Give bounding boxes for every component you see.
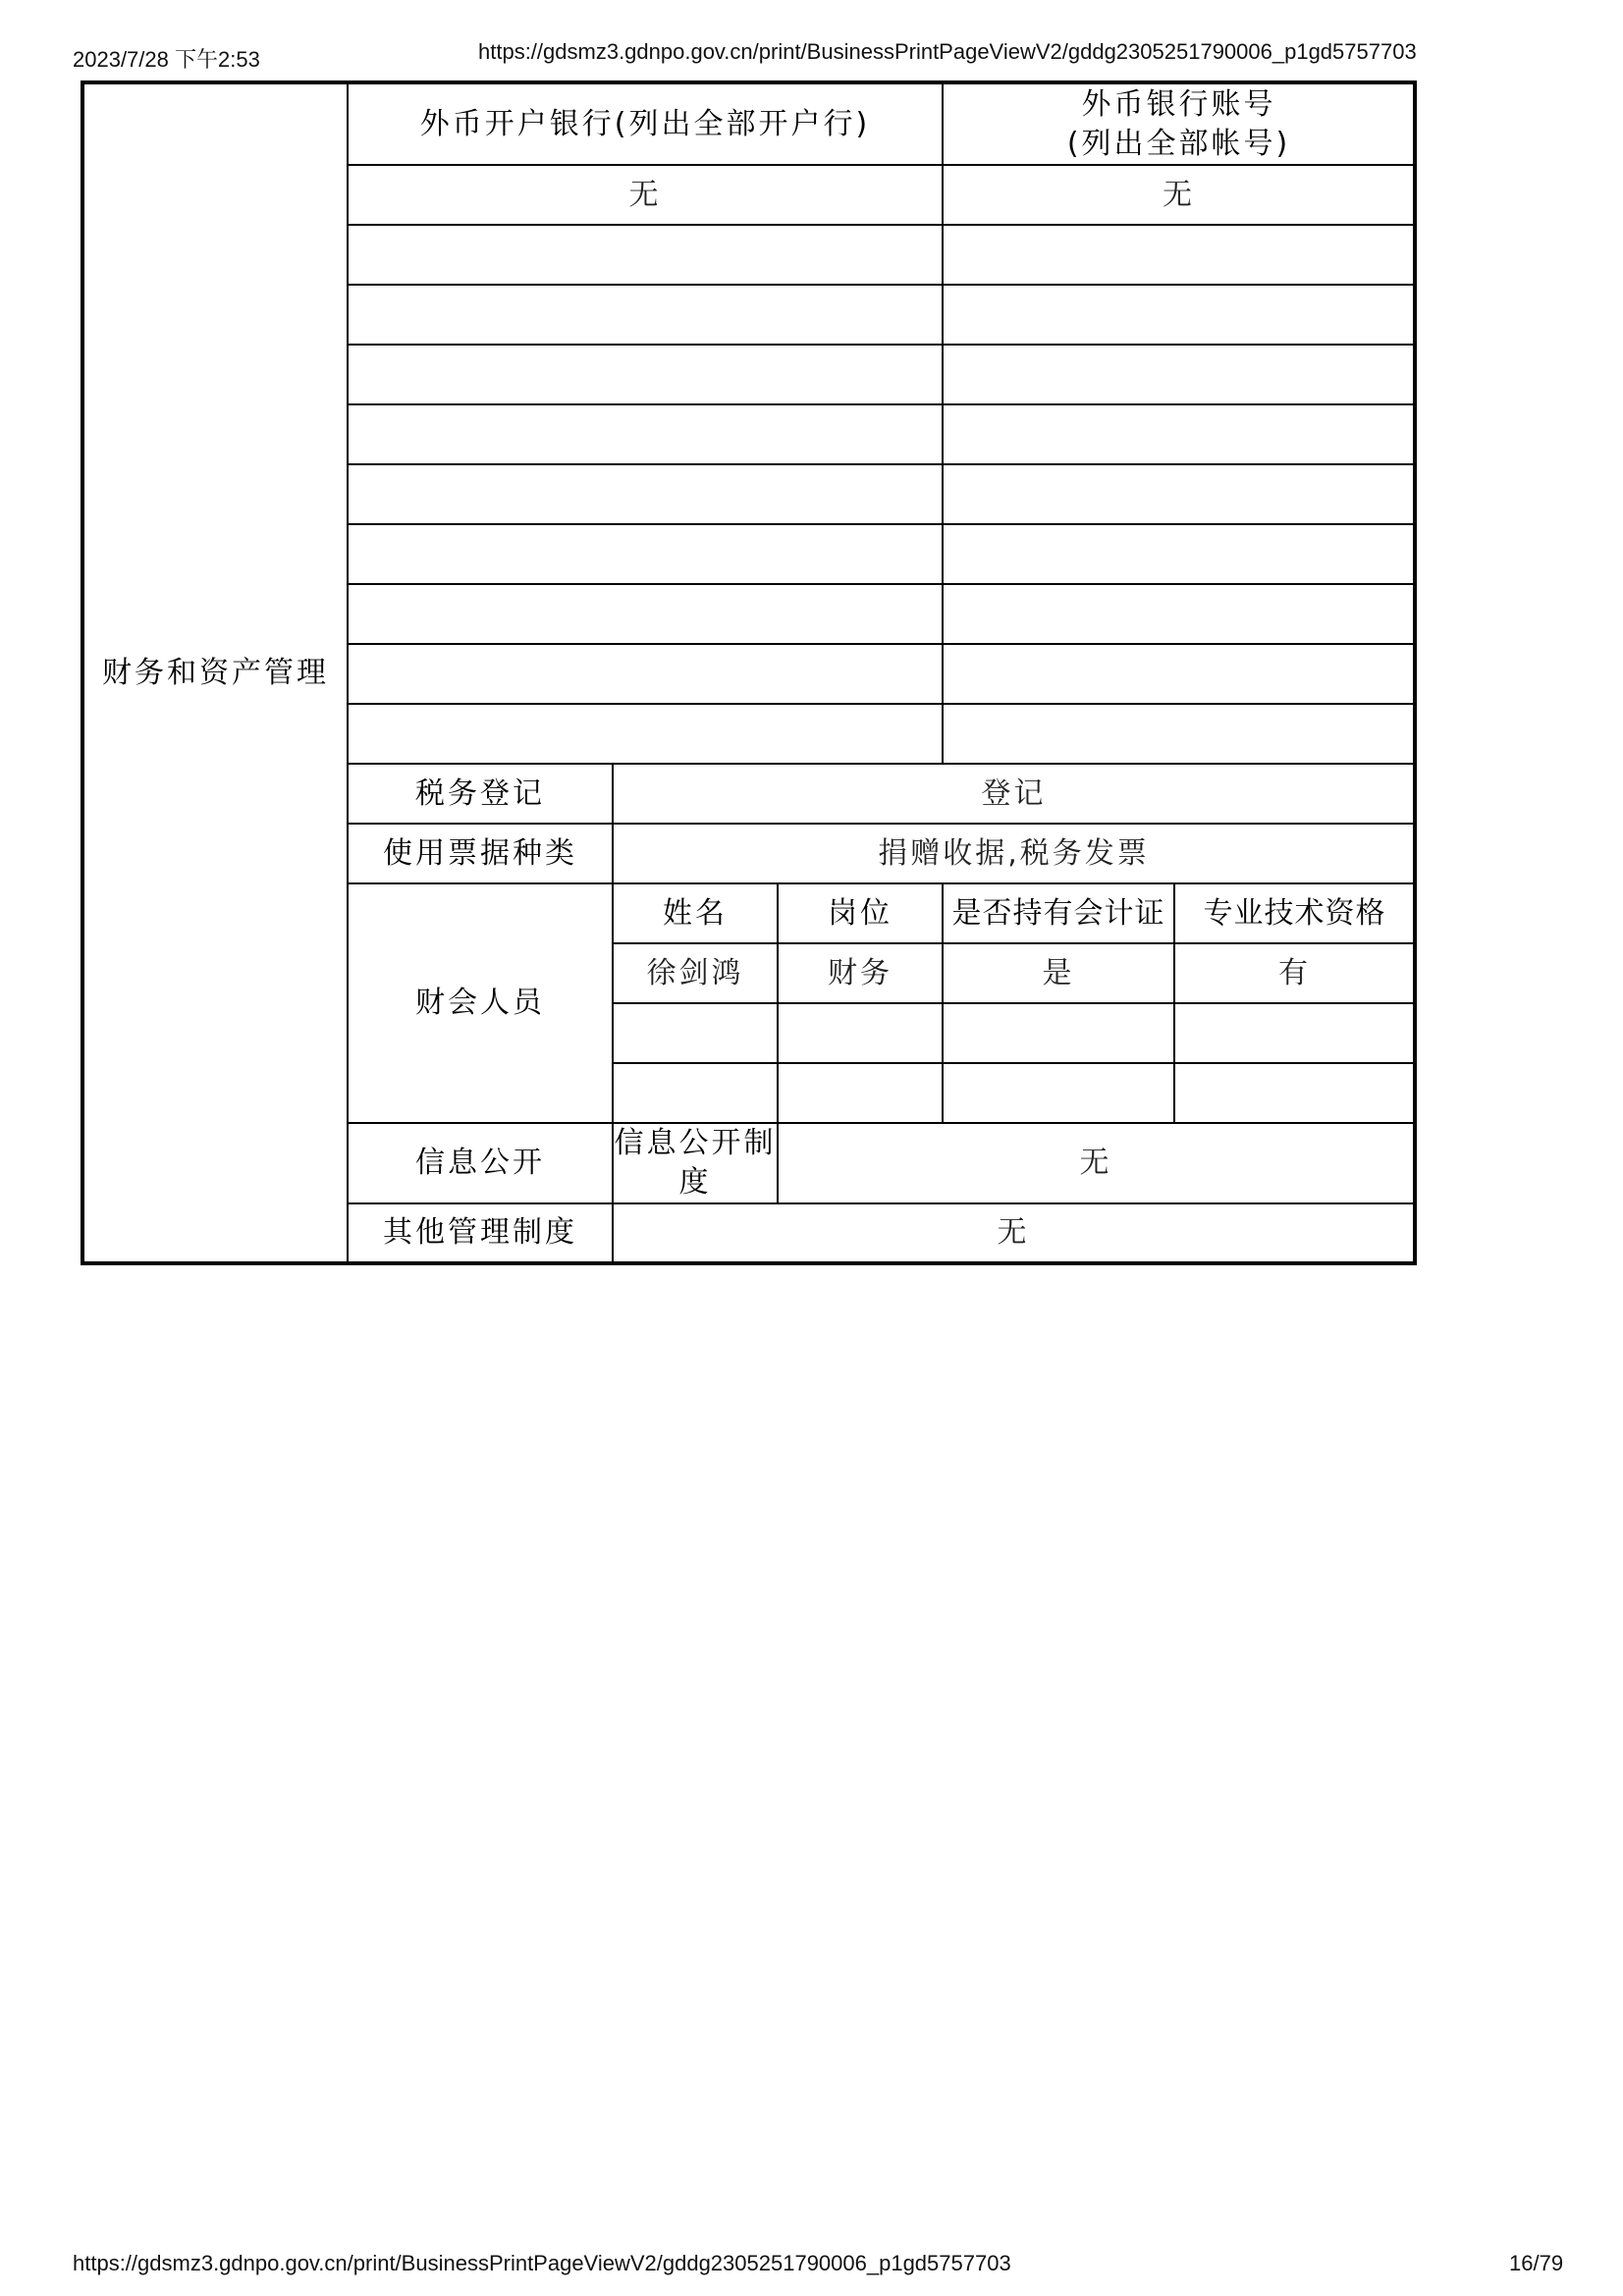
foreign-account-cell [943, 225, 1415, 285]
foreign-account-cell [943, 464, 1415, 524]
section-label-disclosure: 信息公开 [348, 1123, 613, 1203]
staff-qualification [1174, 1003, 1415, 1063]
foreign-bank-cell [348, 285, 943, 345]
staff-certificate [943, 1063, 1174, 1123]
staff-header-certificate: 是否持有会计证 [943, 883, 1174, 943]
staff-certificate: 是 [943, 943, 1174, 1003]
foreign-bank-cell [348, 225, 943, 285]
foreign-account-header-line2: (列出全部帐号) [1066, 126, 1291, 161]
staff-name [613, 1063, 778, 1123]
staff-post: 财务 [778, 943, 943, 1003]
foreign-account-cell [943, 345, 1415, 404]
print-footer-url: https://gdsmz3.gdnpo.gov.cn/print/BusinessPrintPageViewV2/gddg2305251790006_p1gd5757703 [73, 2251, 1011, 2275]
staff-header-post: 岗位 [778, 883, 943, 943]
disclosure-policy-label: 信息公开制度 [613, 1123, 778, 1203]
foreign-bank-cell [348, 644, 943, 704]
page-number: 16/79 [1509, 2251, 1564, 2275]
foreign-bank-header-row [82, 82, 1415, 165]
staff-post [778, 1003, 943, 1063]
foreign-account-cell [943, 704, 1415, 764]
foreign-account-cell: 无 [943, 165, 1415, 225]
staff-header-name: 姓名 [613, 883, 778, 943]
staff-post [778, 1063, 943, 1123]
foreign-bank-cell [348, 584, 943, 644]
staff-certificate [943, 1003, 1174, 1063]
staff-qualification [1174, 1063, 1415, 1123]
foreign-account-cell [943, 404, 1415, 464]
invoice-type-value: 捐赠收据,税务发票 [613, 824, 1415, 883]
foreign-account-header [943, 82, 1415, 165]
foreign-bank-cell [348, 404, 943, 464]
staff-qualification: 有 [1174, 943, 1415, 1003]
finance-form-table [81, 80, 1417, 1265]
section-label-other: 其他管理制度 [348, 1203, 613, 1263]
foreign-bank-header: 外币开户银行(列出全部开户行) [348, 82, 943, 165]
foreign-account-header-line1: 外币银行账号 [1081, 86, 1276, 122]
staff-name: 徐剑鸿 [613, 943, 778, 1003]
foreign-bank-cell [348, 464, 943, 524]
invoice-type-label: 使用票据种类 [348, 824, 613, 883]
staff-header-qualification: 专业技术资格 [1174, 883, 1415, 943]
accounting-staff-label: 财会人员 [348, 883, 613, 1123]
foreign-bank-cell [348, 524, 943, 584]
section-label-finance: 财务和资产管理 [82, 82, 348, 1263]
staff-name [613, 1003, 778, 1063]
foreign-account-cell [943, 644, 1415, 704]
foreign-bank-cell [348, 345, 943, 404]
foreign-bank-cell [348, 704, 943, 764]
foreign-account-cell [943, 285, 1415, 345]
other-policies-value: 无 [613, 1203, 1415, 1263]
disclosure-policy-value: 无 [778, 1123, 1415, 1203]
tax-registration-label: 税务登记 [348, 764, 613, 824]
foreign-bank-cell: 无 [348, 165, 943, 225]
foreign-account-cell [943, 584, 1415, 644]
print-header-url: https://gdsmz3.gdnpo.gov.cn/print/BusinessPrintPageViewV2/gddg2305251790006_p1gd5757703 [478, 39, 1417, 64]
print-datetime: 2023/7/28 下午2:53 [73, 47, 260, 72]
tax-registration-value: 登记 [613, 764, 1415, 824]
foreign-account-cell [943, 524, 1415, 584]
